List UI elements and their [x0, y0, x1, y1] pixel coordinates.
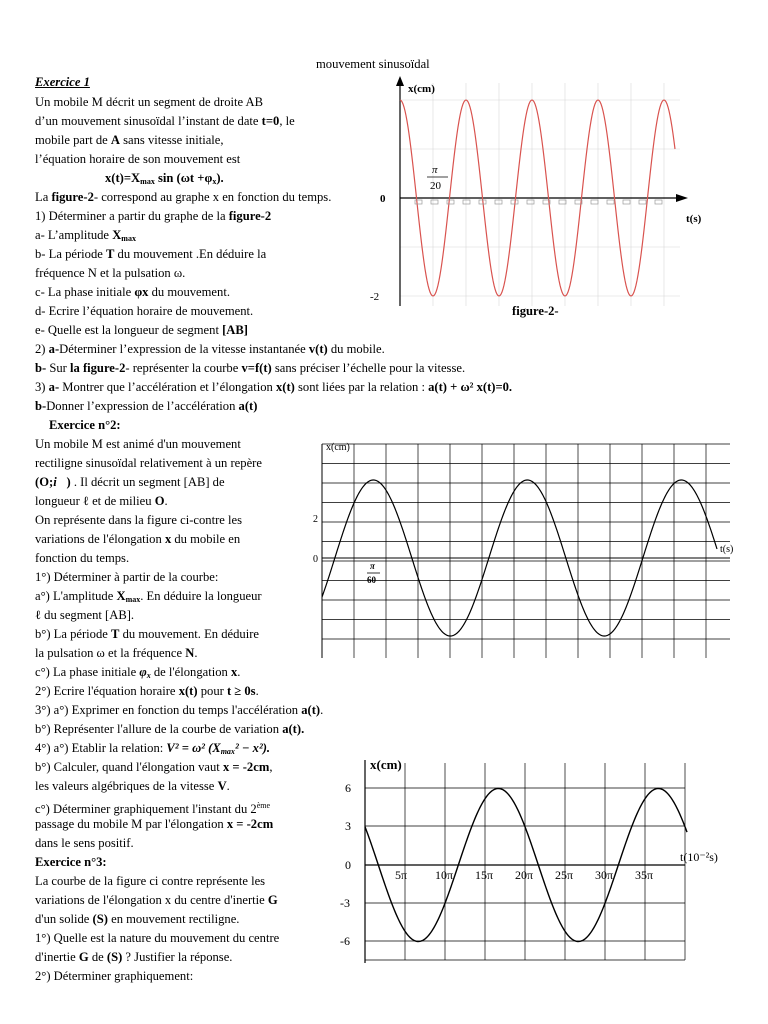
- ex2-line: variations de l'élongation x du mobile en: [35, 532, 241, 546]
- ex3-line: 1°) Quelle est la nature du mouvement du centre: [35, 931, 280, 945]
- fig2-dash: [495, 200, 502, 204]
- fig2-dash: [655, 200, 662, 204]
- fig2-dash: [431, 200, 438, 204]
- ex2-line: b°) La période T du mouvement. En déduire: [35, 627, 259, 641]
- fig2-zero-label: 0: [380, 193, 386, 205]
- ex1-line: b- Sur la figure-2- représenter la courbe v=f(t) sans préciser l’échelle pour la vitesse.: [35, 361, 466, 375]
- ex3-line: 2°) Déterminer graphiquement:: [35, 969, 194, 983]
- ex3-ytick-label: -3: [340, 896, 350, 910]
- ex2-y2-label: 2: [313, 514, 318, 525]
- fig2-dash: [623, 200, 630, 204]
- ex2-zero-label: 0: [313, 554, 318, 565]
- ex1-equation: $x(t)=X_{max}$ $\sin (\omega t +\varphi_x)$.: [105, 171, 224, 186]
- fig2-dash: [527, 200, 534, 204]
- ex1-line: l’équation horaire de son mouvement est: [35, 152, 241, 166]
- ex2-graph: [308, 438, 738, 663]
- ex2-line: fonction du temps.: [35, 551, 130, 565]
- ex2-line: ℓ du segment [AB].: [35, 608, 135, 622]
- fig2-dash: [447, 200, 454, 204]
- ex2-line: 3°) a°) Exprimer en fonction du temps l'accélération a(t).: [35, 703, 324, 717]
- ex2-grid: [322, 444, 730, 658]
- ex1-line: 2) a-Déterminer l’expression de la vitesse instantanée v(t) du mobile.: [35, 342, 385, 356]
- ex3-line: variations de l'élongation x du centre d'inertie G: [35, 893, 278, 907]
- fig2-y-arrow: [396, 76, 404, 86]
- ex2-line: la pulsation ω et la fréquence N.: [35, 646, 198, 660]
- ex3-ytick-label: 0: [345, 858, 351, 872]
- fig2-dash: [607, 200, 614, 204]
- ex3-xlabel: t(10⁻²s): [680, 850, 718, 864]
- ex1-line: d’un mouvement sinusoïdal l’instant de date t=0, le: [35, 114, 295, 128]
- ex3-line: d'un solide (S) en mouvement rectiligne.: [35, 912, 240, 926]
- ex2-tick-den: 60: [367, 575, 376, 585]
- ex3-xtick-label: 10π: [435, 868, 454, 882]
- ex2-line: rectiligne sinusoïdal relativement à un repère: [35, 456, 262, 470]
- ex1-line: 3) a- Montrer que l’accélération et l’élongation x(t) sont liées par la relation : a(t) + ω² x(t)=0.: [35, 380, 513, 394]
- ex1-line: fréquence N et la pulsation ω.: [35, 266, 186, 280]
- ex1-line: Un mobile M décrit un segment de droite AB: [35, 95, 264, 109]
- ex2-line: dans le sens positif.: [35, 836, 134, 850]
- exercise-2-heading: Exercice n°2:: [49, 418, 121, 432]
- figure-2-graph: [370, 78, 710, 318]
- ex1-line: mobile part de A sans vitesse initiale,: [35, 133, 224, 147]
- ex3-ylabel: x(cm): [370, 757, 402, 772]
- ex2-xlabel: t(s): [720, 544, 734, 555]
- ex1-line: d- Ecrire l’équation horaire de mouvement.: [35, 304, 254, 318]
- ex2-line: a°) L'amplitude $X_{max}$. En déduire la longueur: [35, 589, 262, 604]
- fig2-dash: [639, 200, 646, 204]
- ex2-line: les valeurs algébriques de la vitesse V.: [35, 779, 230, 793]
- ex3-xtick-label: 25π: [555, 868, 574, 882]
- ex3-xtick-label: 30π: [595, 868, 614, 882]
- ex2-line: b°) Calculer, quand l'élongation vaut x = -2cm,: [35, 760, 273, 774]
- exercise-3-heading: Exercice n°3:: [35, 855, 107, 869]
- fig2-tick-num: π: [432, 164, 438, 176]
- ex1-line: b-Donner l’expression de l’accélération a(t): [35, 399, 258, 413]
- ex3-graph: [340, 755, 760, 970]
- ex1-line: a- L’amplitude $X_{max}$: [35, 228, 136, 243]
- ex1-line: c- La phase initiale φx du mouvement.: [35, 285, 230, 299]
- page-title: mouvement sinusoïdal: [316, 57, 430, 71]
- ex2-line: On représente dans la figure ci-contre les: [35, 513, 243, 527]
- ex2-line: 2°) Ecrire l'équation horaire x(t) pour t ≥ 0s.: [35, 684, 259, 698]
- ex3-line: La courbe de la figure ci contre représente les: [35, 874, 266, 888]
- ex2-line: (O;i⃗) . Il décrit un segment [AB] de: [35, 475, 225, 489]
- ex3-ytick-label: -6: [340, 934, 350, 948]
- ex3-grid: [365, 763, 685, 960]
- ex1-line: 1) Déterminer a partir du graphe de la figure-2: [35, 209, 272, 223]
- ex2-tick-num: π: [370, 561, 375, 571]
- ex2-line: c°) La phase initiale $\varphi_x$ de l'élongation x.: [35, 665, 241, 680]
- ex2-ylabel: x(cm): [326, 442, 350, 453]
- ex1-line: e- Quelle est la longueur de segment [AB]: [35, 323, 248, 337]
- fig2-tick-den: 20: [430, 180, 441, 192]
- fig2-caption: figure-2-: [512, 304, 559, 318]
- ex3-xtick-label: 20π: [515, 868, 534, 882]
- ex2-line: passage du mobile M par l'élongation x = -2cm: [35, 817, 274, 831]
- ex3-line: d'inertie G de (S) ? Justifier la réponse.: [35, 950, 233, 964]
- ex2-line: c°) Déterminer graphiquement l'instant du 2ème: [35, 801, 271, 816]
- ex3-xtick-label: 15π: [475, 868, 494, 882]
- fig2-ymin-label: -2: [370, 291, 380, 303]
- fig2-dash: [591, 200, 598, 204]
- fig2-dash: [463, 200, 470, 204]
- fig2-x-arrow: [676, 194, 688, 202]
- fig2-velocity-dashes: [415, 200, 662, 204]
- ex2-line: longueur ℓ et de milieu O.: [35, 494, 168, 508]
- exercise-1-heading: Exercice 1: [35, 75, 90, 89]
- fig2-xlabel: t(s): [686, 213, 702, 225]
- ex3-yticks: [340, 781, 351, 948]
- ex1-line: b- La période T du mouvement .En déduire la: [35, 247, 267, 261]
- fig2-dash: [415, 200, 422, 204]
- ex2-line: 4°) a°) Etablir la relation: V² = ω² $(X_{max}^2 - x^2)$.: [35, 741, 271, 756]
- ex3-xtick-label: 35π: [635, 868, 654, 882]
- ex2-line: b°) Représenter l'allure de la courbe de variation a(t).: [35, 722, 305, 736]
- fig2-ylabel: x(cm): [408, 83, 435, 95]
- ex1-line: La figure-2- correspond au graphe x en fonction du temps.: [35, 190, 332, 204]
- ex3-ytick-label: 3: [345, 819, 351, 833]
- ex3-xtick-label: 5π: [395, 868, 408, 882]
- ex3-ytick-label: 6: [345, 781, 351, 795]
- ex2-line: Un mobile M est animé d'un mouvement: [35, 437, 241, 451]
- ex2-line: 1°) Déterminer à partir de la courbe:: [35, 570, 219, 584]
